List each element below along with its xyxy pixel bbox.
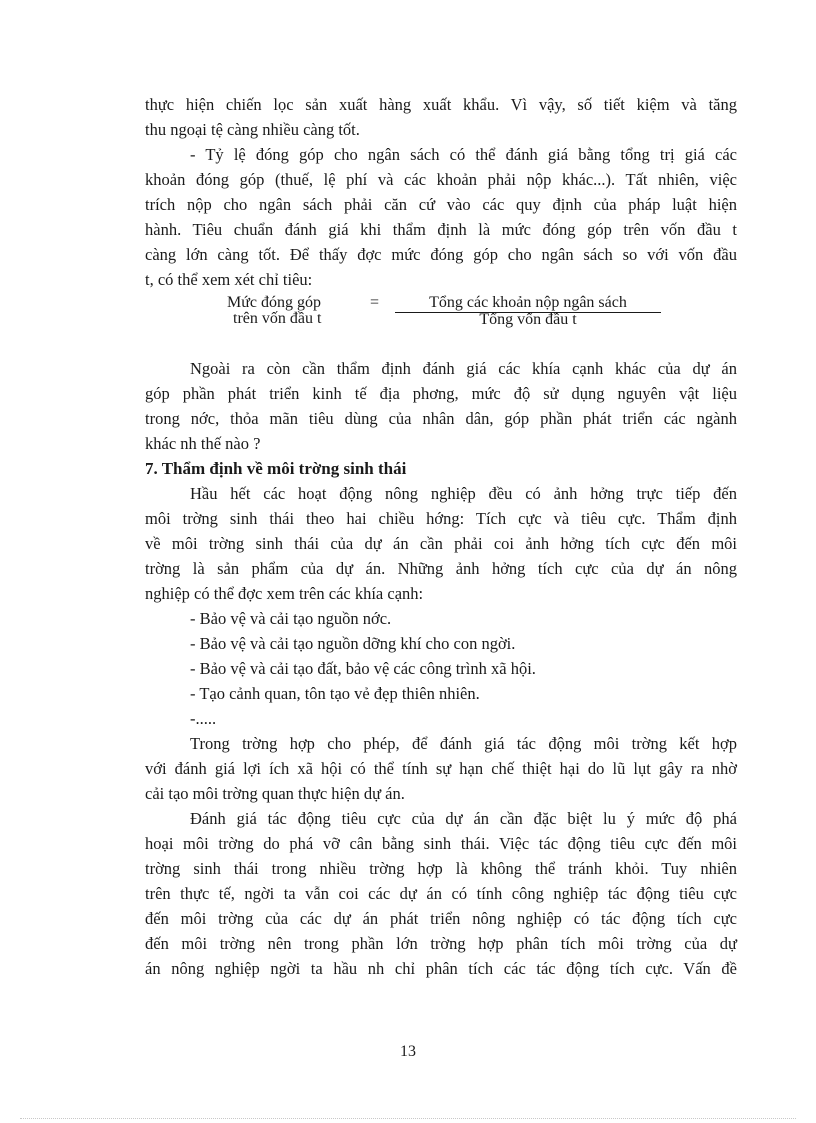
list-item: - Bảo vệ và cải tạo nguồn dỡng khí cho con ngời. [190,634,516,653]
formula-left-line2: trên vốn đầu t [233,310,322,327]
list-item: -..... [190,709,217,728]
text-line: thu ngoại tệ càng nhiều càng tốt. [145,120,360,139]
text-line: với đánh giá lợi ích xã hội có thể tính sự hạn chế thiệt hại do lũ lụt gây ra nhờ [145,759,737,778]
text-line: hoại môi trờng do phá vỡ cân bằng sinh thái. Việc tác động tiêu cực đến môi [145,834,737,853]
text-line: trờng là sản phẩm của dự án. Những ảnh hởng tích cực của dự án nông [145,559,737,578]
text-line: trờng sinh thái trong nhiều trờng hợp là không thể tránh khỏi. Tuy nhiên [145,859,737,878]
text-line: t, có thể xem xét chỉ tiêu: [145,270,313,289]
bullet-list [145,606,737,731]
paragraph-5 [145,731,737,806]
text-line: Trong trờng hợp cho phép, để đánh giá tác động môi trờng kết hợp [190,734,737,753]
text-line: đến môi trờng của các dự án phát triển nông nghiệp có tác động tích cực [145,909,737,928]
text-line: góp phần phát triển kinh tế địa phơng, mức độ sử dụng nguyên vật liệu [145,384,737,403]
page-number: 13 [400,1043,416,1060]
text-line: nghiệp có thể đợc xem trên các khía cạnh: [145,584,424,603]
list-item: - Tạo cảnh quan, tôn tạo vẻ đẹp thiên nhiên. [190,684,480,703]
paragraph-4 [145,481,737,606]
text-line: Hầu hết các hoạt động nông nghiệp đều có ảnh hởng trực tiếp đến [190,484,737,503]
paragraph-2 [145,142,737,292]
text-line: thực hiện chiến lọc sản xuất hàng xuất khẩu. Vì vậy, số tiết kiệm và tăng [145,95,737,114]
formula-numerator: Tổng các khoản nộp ngân sách [395,294,661,313]
paragraph-6 [145,806,737,981]
formula-denominator: Tổng vốn đầu t [479,311,577,328]
list-item: - Bảo vệ và cải tạo đất, bảo vệ các công trình xã hội. [190,659,536,678]
body-text [145,92,737,981]
formula [145,294,737,344]
text-line: trên thực tế, ngời ta vẫn coi các dự án có tính công nghiệp tác động tiêu cực [145,884,737,903]
paragraph-1 [145,92,737,142]
text-line: khác nh thế nào ? [145,434,261,453]
page-bottom-divider [20,1118,796,1119]
text-line: - Tỷ lệ đóng góp cho ngân sách có thể đánh giá bằng tổng trị giá các [190,145,737,164]
text-line: về môi trờng sinh thái của dự án cần phải coi ảnh hởng tích cực đến môi [145,534,737,553]
list-item: - Bảo vệ và cải tạo nguồn nớc. [190,609,392,628]
text-line: trong nớc, thỏa mãn tiêu dùng của nhân dân, góp phần phát triển các ngành [145,409,737,428]
text-line: đến môi trờng nên trong phần lớn trờng hợp phân tích môi trờng của dự [145,934,737,953]
formula-equals: = [370,294,380,311]
text-line: hành. Tiêu chuẩn đánh giá khi thẩm định là mức đóng góp trên vốn đầu t [145,220,737,239]
formula-left-line1: Mức đóng góp [227,294,321,311]
text-line: càng lớn càng tốt. Để thấy đợc mức đóng góp cho ngân sách so với vốn đầu [145,245,737,264]
section-heading: 7. Thẩm định về môi trờng sinh thái [145,459,407,478]
text-line: môi trờng sinh thái theo hai chiều hớng: Tích cực và tiêu cực. Thẩm định [145,509,737,528]
text-line: Đánh giá tác động tiêu cực của dự án cần đặc biệt lu ý mức độ phá [190,809,737,828]
text-line: khoản đóng góp (thuế, lệ phí và các khoản phải nộp khác...). Tất nhiên, việc [145,170,737,189]
text-line: trích nộp cho ngân sách phải căn cứ vào các quy định của pháp luật hiện [145,195,737,214]
text-line: Ngoài ra còn cần thẩm định đánh giá các khía cạnh khác của dự án [190,359,737,378]
text-line: cải tạo môi trờng quan thực hiện dự án. [145,784,405,803]
text-line: án nông nghiệp ngời ta hầu nh chỉ phân tích các tác động tích cực. Vấn đề [145,959,737,978]
paragraph-3 [145,356,737,456]
